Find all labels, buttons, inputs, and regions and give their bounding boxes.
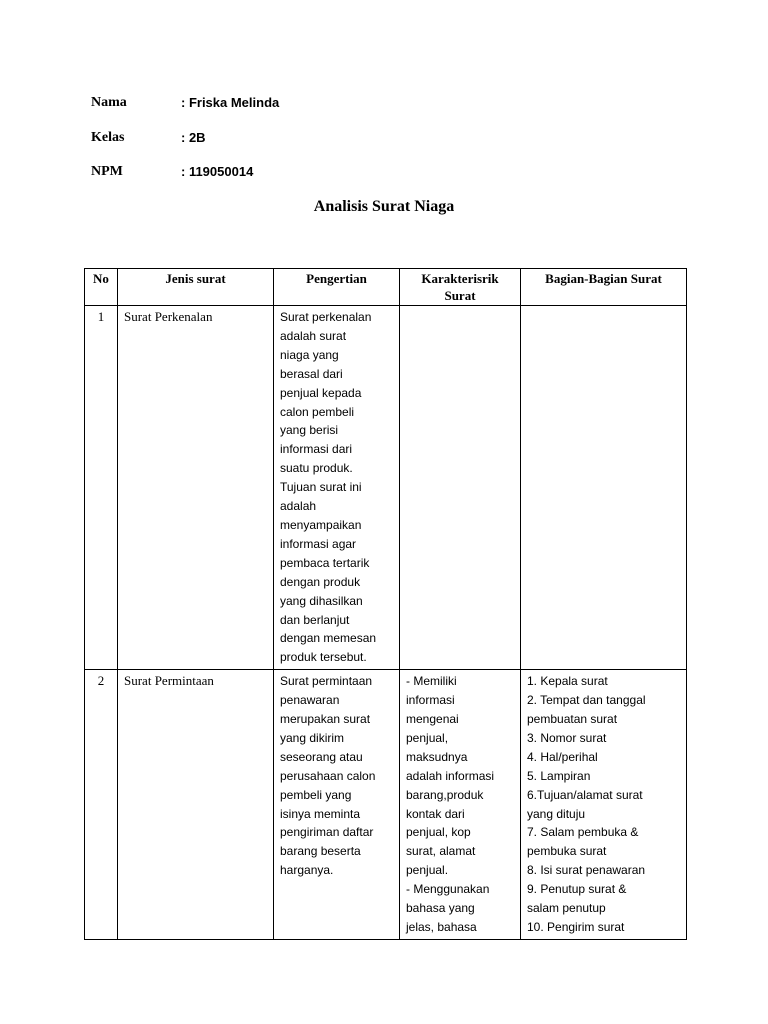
cell-line: adalah surat	[280, 328, 347, 343]
cell-line: yang dikirim	[280, 730, 345, 745]
row-pengertian	[274, 670, 400, 940]
cell-line: produk tersebut.	[280, 650, 367, 665]
table-row	[85, 306, 687, 670]
cell-line: pembeli yang	[280, 787, 352, 802]
cell-line: salam penutup	[527, 901, 606, 916]
row-jenis-surat: Surat Perkenalan	[118, 306, 274, 670]
cell-line: 1. Kepala surat	[527, 674, 608, 689]
cell-line: - Memiliki	[406, 674, 457, 689]
cell-line: yang dituju	[527, 806, 586, 821]
cell-line: mengenai	[406, 712, 459, 727]
cell-line: informasi dari	[280, 442, 353, 457]
name-value: : Friska Melinda	[181, 95, 280, 110]
class-value: : 2B	[181, 130, 206, 145]
row-bagian-surat	[521, 306, 687, 670]
document-title: Analisis Surat Niaga	[313, 198, 455, 215]
cell-line: 3. Nomor surat	[527, 730, 607, 745]
analysis-table	[84, 268, 687, 940]
cell-line: jelas, bahasa	[406, 920, 477, 934]
cell-line: pembuka surat	[527, 844, 607, 859]
cell-line: dengan produk	[280, 574, 361, 589]
table-row	[85, 670, 687, 940]
cell-line: dengan memesan	[280, 631, 377, 646]
npm-value: : 119050014	[181, 164, 254, 179]
row-jenis-surat: Surat Permintaan	[118, 670, 274, 940]
cell-line: harganya.	[280, 863, 334, 878]
cell-line: yang berisi	[280, 423, 339, 438]
cell-line: suatu produk.	[280, 461, 353, 476]
name-label: Nama	[91, 95, 127, 110]
cell-line: adalah	[280, 499, 317, 514]
cell-line: barang beserta	[280, 844, 361, 859]
cell-line: berasal dari	[280, 366, 343, 381]
cell-line: isinya meminta	[280, 806, 361, 821]
cell-line: penjual kepada	[280, 385, 362, 400]
cell-line: pembaca tertarik	[280, 555, 370, 570]
cell-line: surat, alamat	[406, 844, 476, 859]
cell-line: Tujuan surat ini	[280, 480, 362, 495]
cell-line: Surat perkenalan	[280, 310, 372, 324]
header-no: No	[85, 269, 118, 306]
cell-line: perusahaan calon	[280, 768, 376, 783]
cell-line: 10. Pengirim surat	[527, 920, 625, 934]
cell-line: - Menggunakan	[406, 882, 490, 897]
header-pengertian: Pengertian	[274, 269, 400, 306]
cell-line: pembuatan surat	[527, 712, 618, 727]
cell-line: dan berlanjut	[280, 612, 350, 627]
cell-line: 2. Tempat dan tanggal	[527, 693, 646, 708]
cell-line: calon pembeli	[280, 404, 355, 419]
cell-line: penjual,	[406, 730, 449, 745]
cell-line: informasi agar	[280, 536, 357, 551]
cell-line: bahasa yang	[406, 901, 475, 916]
cell-line: adalah informasi	[406, 768, 495, 783]
row-bagian-surat	[521, 670, 687, 940]
cell-line: barang,produk	[406, 787, 484, 802]
cell-line: 4. Hal/perihal	[527, 749, 598, 764]
cell-line: 6.Tujuan/alamat surat	[527, 787, 643, 802]
npm-label: NPM	[91, 164, 123, 179]
header-karakteristik: Karakterisrik Surat	[400, 269, 521, 306]
cell-line: penawaran	[280, 693, 340, 708]
cell-line: informasi	[406, 693, 455, 708]
cell-line: penjual.	[406, 863, 449, 878]
row-number: 1	[85, 306, 118, 670]
cell-line: pengiriman daftar	[280, 825, 374, 840]
cell-line: maksudnya	[406, 749, 468, 764]
header-bagian-surat: Bagian-Bagian Surat	[521, 269, 687, 306]
cell-line: merupakan surat	[280, 712, 371, 727]
cell-line: 7. Salam pembuka &	[527, 825, 639, 840]
cell-line: yang dihasilkan	[280, 593, 363, 608]
row-pengertian	[274, 306, 400, 670]
cell-line: niaga yang	[280, 347, 339, 362]
cell-line: kontak dari	[406, 806, 465, 821]
header-jenis-surat: Jenis surat	[118, 269, 274, 306]
cell-line: Surat permintaan	[280, 674, 373, 689]
cell-line: seseorang atau	[280, 749, 363, 764]
row-karakteristik	[400, 670, 521, 940]
cell-line: menyampaikan	[280, 517, 362, 532]
cell-line: 9. Penutup surat &	[527, 882, 627, 897]
row-karakteristik	[400, 306, 521, 670]
cell-line: penjual, kop	[406, 825, 471, 840]
row-number: 2	[85, 670, 118, 940]
cell-line: 5. Lampiran	[527, 768, 591, 783]
class-label: Kelas	[91, 130, 125, 145]
cell-line: 8. Isi surat penawaran	[527, 863, 646, 878]
table-header-row	[85, 269, 687, 306]
